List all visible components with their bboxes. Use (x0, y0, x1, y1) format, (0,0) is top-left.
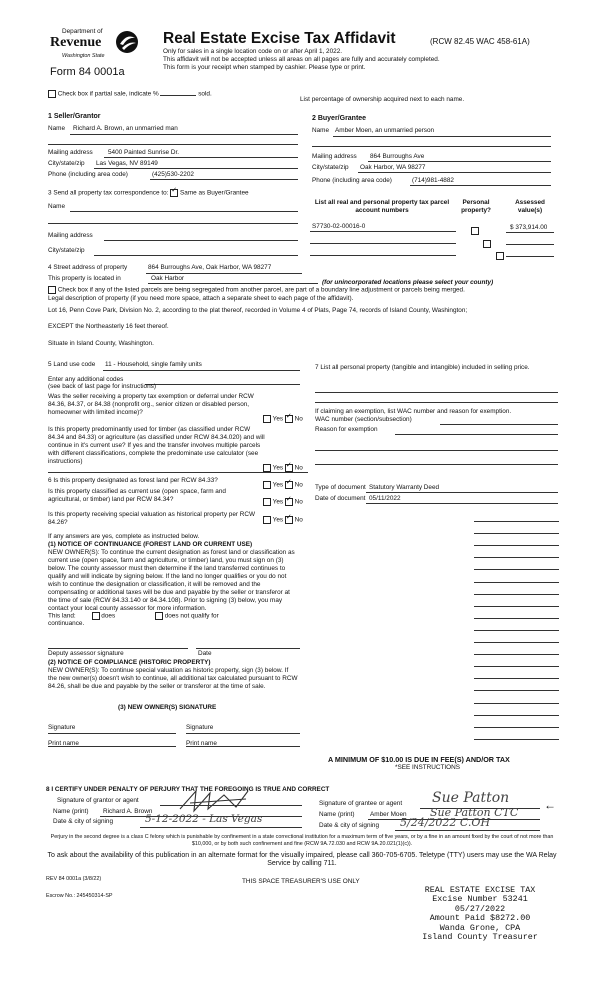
located-label: This property is located in (48, 275, 121, 282)
historical-question: Is this property receiving special valuation as historical property per RCW 84.26? (48, 511, 256, 526)
buyer-mailing-field[interactable]: 864 Burroughs Ave (370, 153, 425, 160)
section3-name-label: Name (48, 203, 66, 210)
tax-row-line (474, 582, 559, 583)
forest-question: 6 Is this property designated as forest land per RCW 84.33? (48, 477, 218, 484)
certify-heading: 8 I CERTIFY UNDER PENALTY OF PERJURY THAT THE FOREGOING IS TRUE AND CORRECT (46, 786, 330, 793)
section3-mailing-label: Mailing address (48, 232, 93, 239)
stamp-line-4: Amount Paid $8272.00 (429, 913, 531, 924)
current-use-question: Is this property classified as current use (open space, farm and agricultural, or timber) land per RCW 84.34? (48, 488, 226, 503)
tax-row-line (474, 569, 559, 570)
seller-name-field[interactable]: Richard A. Brown, an unmarried man (73, 125, 178, 132)
escrow-number: Escrow No.: 245450314-SP (46, 893, 113, 899)
tax-row-line (474, 739, 559, 740)
doc-type-field[interactable]: Statutory Warranty Deed (369, 484, 440, 491)
stamp-line-1: REAL ESTATE EXCISE TAX (424, 885, 536, 895)
does-checkbox[interactable] (92, 612, 100, 620)
page-title: Real Estate Excise Tax Affidavit (163, 30, 396, 47)
assessed-value-header: Assessed value(s) (515, 199, 545, 214)
this-land-label: This land: (48, 612, 76, 620)
same-as-buyer-checkbox[interactable] (170, 189, 178, 197)
see-instructions-note: *SEE INSTRUCTIONS (395, 764, 460, 771)
tax-row-line (474, 642, 559, 643)
stamp-line-5: Wanda Grone, CPA (439, 922, 521, 933)
street-field[interactable]: 864 Burroughs Ave, Oak Harbor, WA 98277 (148, 264, 272, 271)
personal-property-checkbox-1[interactable] (471, 227, 479, 235)
minimum-fee-note: A MINIMUM OF $10.00 IS DUE IN FEE(S) AND/OR TAX (328, 755, 510, 764)
tax-row-line (474, 606, 559, 607)
legal-line-1[interactable]: Lot 16, Penn Cove Park, Division No. 2, according to the plat thereof, recorded in Volume 4 of Plats, Page 74, records of Island County, Washington; (48, 307, 468, 314)
doc-date-field[interactable]: 05/11/2022 (369, 495, 401, 502)
unincorporated-note: (for unincorporated locations please select your county) (322, 279, 494, 286)
forest-yes-no (263, 481, 303, 490)
ownership-note: List percentage of ownership acquired next to each name. (300, 96, 465, 103)
tax-row-line (474, 703, 559, 704)
reason-input[interactable] (395, 434, 558, 435)
deputy-date-label: Date (198, 650, 212, 657)
partial-sale-checkbox[interactable] (48, 90, 56, 98)
section3-city-input[interactable] (94, 255, 298, 256)
located-field[interactable]: Oak Harbor (151, 275, 185, 282)
doc-date-label: Date of document (315, 495, 366, 502)
seller-mailing-label: Mailing address (48, 149, 93, 156)
forest-no-label: No (294, 481, 303, 489)
forest-no-checkbox[interactable] (285, 481, 293, 489)
new-owner-signature-1[interactable] (48, 733, 176, 734)
tax-row-line (474, 630, 559, 631)
land-use-label: 5 Land use code (48, 361, 96, 368)
timber-yes-checkbox[interactable] (263, 464, 271, 472)
section3-heading: 3 Send all property tax correspondence to: (48, 189, 169, 197)
availability-notice: To ask about the availability of this publication in an alternate format for the visually impaired, please call 360-705-6705. Teletype (TTY) users may use the WA Relay Service by calling 711. (47, 852, 557, 867)
personal-property-checkbox-3[interactable] (496, 252, 504, 260)
tax-row-line (474, 690, 559, 691)
personal-property-heading: 7 List all personal property (tangible and intangible) included in selling price. (315, 364, 530, 371)
tax-row-line (474, 557, 559, 558)
forest-yes-checkbox[interactable] (263, 481, 271, 489)
stamp-line-2: Excise Number 53241 (432, 894, 528, 905)
seller-name-label: Name (48, 125, 66, 132)
tax-row-line (474, 618, 559, 619)
see-back-note: (see back of last page for instructions) (48, 383, 156, 390)
grantee-sig-label: Signature of grantee or agent (319, 800, 403, 807)
does-label: does (101, 612, 116, 620)
if-yes-note: If any answers are yes, complete as instructed below. (48, 533, 200, 540)
partial-sale-percent-input[interactable] (160, 95, 196, 96)
exemption-question: Was the seller receiving a property tax exemption or deferral under RCW 84.36, 84.37, or 84.38 (nonprofit org., senior citizen or disabled person, homeowner with limited income)? (48, 393, 254, 416)
treasurer-use-label: THIS SPACE TREASURER'S USE ONLY (242, 878, 360, 885)
agency-line2: Revenue (50, 35, 102, 50)
swoosh-logo-icon (114, 29, 140, 55)
grantor-name-label: Name (print) (53, 808, 89, 815)
historical-yes-label: Yes (272, 516, 284, 524)
exemption-no-label: No (294, 415, 303, 423)
additional-codes-input[interactable] (145, 384, 300, 385)
buyer-name-field[interactable]: Amber Moen, an unmarried person (335, 127, 435, 134)
buyer-city-field[interactable]: Oak Harbor, WA 98277 (360, 164, 426, 171)
tax-row-line (474, 678, 559, 679)
section3-city-label: City/state/zip (48, 247, 85, 254)
perjury-notice: Perjury in the second degree is a class C felony which is punishable by confinement in a state correctional institution for a maximum term of five years, or by a fine in an amount fixed by the court of not more than $10,000, or by both such confinement and fine (RCW 9A.72.030 and RCW 9A.20.021(1)(c)). (50, 834, 554, 847)
continuance-label: continuance. (48, 620, 85, 627)
street-label: 4 Street address of property (48, 264, 128, 271)
print-name-label-2: Print name (186, 740, 217, 747)
section3-mailing-input[interactable] (104, 240, 298, 241)
same-as-buyer-label: Same as Buyer/Grantee (180, 189, 249, 197)
tax-row-line (474, 545, 559, 546)
parcel-number-field[interactable]: S7730-02-00016-0 (312, 223, 366, 230)
does-not-label: does not qualify for (164, 612, 219, 620)
grantee-date-field[interactable]: 5/24/2022 C.OH (400, 816, 491, 829)
historical-no-label: No (294, 516, 303, 524)
grantor-date-field[interactable]: 5-12-2022 - Las Vegas (145, 813, 263, 825)
notice1-body: NEW OWNER(S): To continue the current designation as forest land or classification as current use (open space, farm and agriculture, or timber) land, you must sign on (3) below. The county assessor must then determine if the land transferred continues to qualify and will indicate by signing below. If the land no longer qualifies or you do not wish to continue the designation or classification, it will be removed and the compensating or additional taxes will be due and payable by the seller or transferor at the time of sale (RCW 84.33.140 or 84.34.108). Prior to signing (3) below, you may contact your local county assessor for more information. (48, 549, 295, 612)
signature-label-1: Signature (48, 724, 76, 731)
historical-yes-checkbox[interactable] (263, 516, 271, 524)
legal-line-2[interactable]: EXCEPT the Northeasterly 16 feet thereof. (48, 323, 169, 330)
tax-row-line (474, 666, 559, 667)
buyer-name-label: Name (312, 127, 330, 134)
timber-no-checkbox[interactable] (285, 464, 293, 472)
seller-mailing-field[interactable]: 5400 Painted Sunrise Dr. (108, 149, 180, 156)
current-use-yes-no (263, 498, 303, 507)
segregated-checkbox[interactable] (48, 286, 56, 294)
doc-type-label: Type of document (315, 484, 366, 491)
reason-label: Reason for exemption (315, 426, 378, 433)
exemption-wac-label: If claiming an exemption, list WAC number and reason for exemption. (315, 408, 512, 415)
current-use-yes-label: Yes (272, 498, 284, 506)
partial-sale-row (48, 90, 212, 99)
timber-no-label: No (294, 464, 303, 472)
buyer-mailing-label: Mailing address (312, 153, 357, 160)
tax-row-line (474, 533, 559, 534)
header-note-2: This affidavit will not be accepted unless all areas on all pages are fully and accurately completed. (163, 56, 440, 63)
revision-label: REV 84 0001a (3/8/22) (46, 876, 102, 882)
current-use-no-checkbox[interactable] (285, 498, 293, 506)
seller-phone-label: Phone (including area code) (48, 171, 128, 178)
grantee-name-field[interactable]: Amber Moen (370, 811, 407, 818)
current-use-no-label: No (294, 498, 303, 506)
tax-row-line (474, 594, 559, 595)
grantor-date-label: Date & city of signing (53, 818, 114, 825)
section3-name-input[interactable] (70, 211, 298, 212)
historical-yes-no (263, 516, 303, 525)
timber-yes-label: Yes (272, 464, 284, 472)
notice2-heading: (2) NOTICE OF COMPLIANCE (HISTORIC PROPERTY) (48, 659, 211, 666)
deputy-date-input[interactable] (196, 648, 300, 649)
wac-number-label: WAC number (section/subsection) (315, 416, 412, 423)
tax-row-line (474, 727, 559, 728)
tax-row-line (474, 521, 559, 522)
seller-city-field[interactable]: Las Vegas, NV 89149 (96, 160, 158, 167)
assessed-value-field[interactable]: $ 373,914.00 (510, 224, 548, 231)
stamp-line-3: 05/27/2022 (454, 903, 506, 914)
deputy-signature-input[interactable] (48, 648, 188, 649)
grantor-sig-label: Signature of grantor or agent (57, 797, 139, 804)
forest-yes-label: Yes (272, 481, 284, 489)
grantee-name-label: Name (print) (319, 811, 355, 818)
wac-number-input[interactable] (440, 424, 558, 425)
segregated-label: Check box if any of the listed parcels are being segregated from another parcel, are part of a boundary line adjustment or parcels being merged. (57, 286, 465, 294)
print-name-label-1: Print name (48, 740, 79, 747)
agency-line1: Department of (62, 28, 103, 35)
does-not-checkbox[interactable] (155, 612, 163, 620)
seller-heading: 1 Seller/Grantor (48, 113, 101, 120)
signature-label-2: Signature (186, 724, 214, 731)
new-owner-signature-2[interactable] (186, 733, 300, 734)
legal-label: Legal description of property (if you need more space, attach a separate sheet to each page of the affidavit). (48, 295, 354, 302)
grantor-name-field[interactable]: Richard A. Brown (103, 808, 153, 815)
personal-property-header: Personal property? (461, 199, 491, 214)
new-owner-signature-heading: (3) NEW OWNER(S) SIGNATURE (118, 704, 217, 711)
agency-line3: Washington State (62, 53, 105, 59)
notice2-body: NEW OWNER(S): To continue special valuation as historic property, sign (3) below. If the new owner(s) doesn't wish to continue, all additional tax calculated pursuant to RCW 84.26, shall be due and payable by the seller or transferor at the time of sale. (48, 667, 298, 690)
grantor-signature-input[interactable] (160, 805, 302, 806)
additional-codes-label: Enter any additional codes (48, 376, 124, 383)
section3-heading-row (48, 189, 249, 198)
seller-city-label: City/state/zip (48, 160, 85, 167)
title-citation: (RCW 82.45 WAC 458-61A) (430, 37, 530, 46)
exemption-yes-label: Yes (272, 415, 284, 423)
current-use-yes-checkbox[interactable] (263, 498, 271, 506)
segregated-row (48, 286, 465, 295)
exemption-no-checkbox[interactable] (285, 415, 293, 423)
grantee-date-label: Date & city of signing (319, 822, 380, 829)
grantee-signature[interactable]: Sue Patton (432, 790, 510, 806)
treasurer-stamp (405, 886, 555, 942)
buyer-city-label: City/state/zip (312, 164, 349, 171)
historical-no-checkbox[interactable] (285, 516, 293, 524)
stamp-line-6: Island County Treasurer (422, 932, 538, 943)
arrow-icon: ← (544, 798, 556, 812)
header-note-3: This form is your receipt when stamped by cashier. Please type or print. (163, 64, 366, 71)
grantee-name-handwritten: Sue Patton CTC (430, 806, 519, 819)
exemption-yes-no (263, 415, 303, 424)
buyer-heading: 2 Buyer/Grantee (312, 115, 367, 122)
buyer-phone-label: Phone (including area code) (312, 177, 392, 184)
deputy-signature-label: Deputy assessor signature (48, 650, 124, 657)
legal-line-3[interactable]: Situate in Island County, Washington. (48, 340, 154, 347)
partial-sale-sold: sold. (198, 90, 212, 98)
timber-question: Is this property predominantly used for timber (as classified under RCW 84.34 and 84.33) or agriculture (as classified under RCW 84.34.020) and will continue in it's current use? If yes and the transfer involves multiple parcels with different classifications, complete the predominate use calculator (see instructions) (48, 426, 265, 465)
header-note-1: Only for sales in a single location code on or after April 1, 2022. (163, 48, 343, 55)
grantor-signature-scribble (176, 785, 260, 815)
personal-property-checkbox-2[interactable] (483, 240, 491, 248)
form-number: Form 84 0001a (50, 66, 125, 78)
notice1-heading: (1) NOTICE OF CONTINUANCE (FOREST LAND OR CURRENT USE) (48, 541, 253, 548)
land-use-field[interactable]: 11 - Household, single family units (105, 361, 202, 368)
seller-phone-field[interactable]: (425)530-2202 (152, 171, 194, 178)
partial-sale-label: Check box if partial sale, indicate % (57, 90, 159, 98)
tax-row-line (474, 654, 559, 655)
tax-row-line (474, 715, 559, 716)
exemption-yes-checkbox[interactable] (263, 415, 271, 423)
buyer-phone-field[interactable]: (714)981-4882 (412, 177, 454, 184)
parcel-header: List all real and personal property tax parcel account numbers (314, 199, 450, 214)
